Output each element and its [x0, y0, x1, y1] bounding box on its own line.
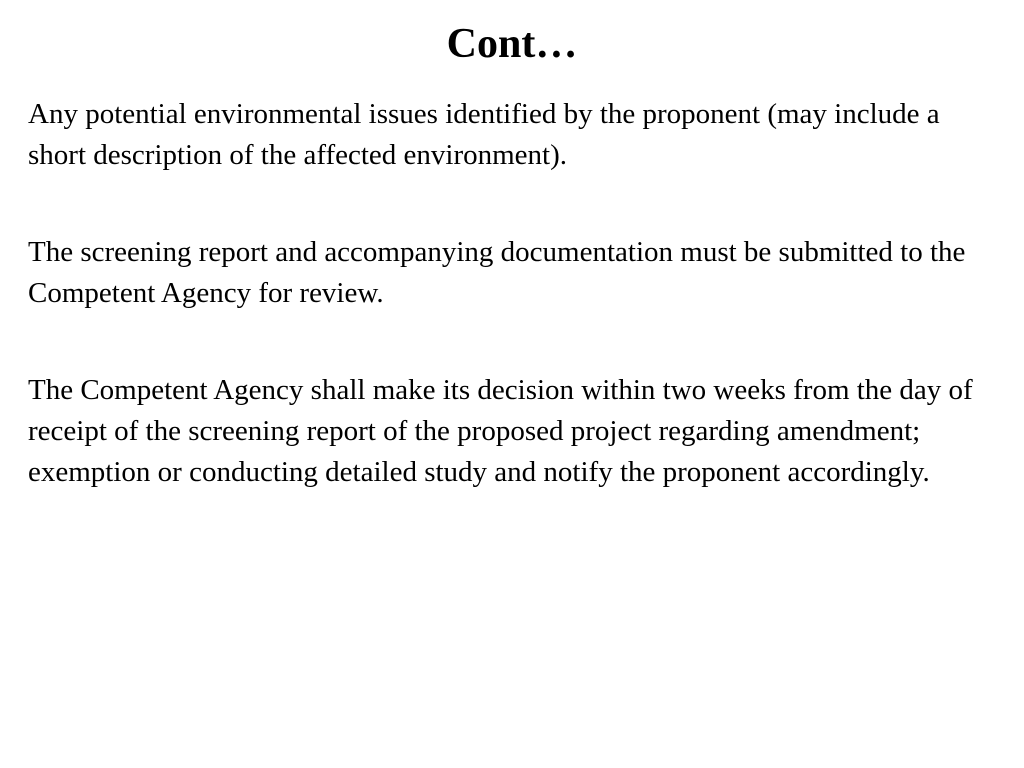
paragraph-agency-decision: The Competent Agency shall make its decision within two weeks from the day of receipt of the screening report of the proposed project regarding amendment; exemption or conducting detailed study and notify the proponent accordingly. [28, 374, 973, 488]
paragraph-environmental-issues: Any potential environmental issues identified by the proponent (may include a short description of the affected environment). [28, 98, 940, 171]
paragraph-screening-report-submission: The screening report and accompanying documentation must be submitted to the Competent Agency for review. [28, 236, 966, 309]
slide-title: Cont… [446, 21, 578, 67]
slide-body [28, 94, 1004, 549]
